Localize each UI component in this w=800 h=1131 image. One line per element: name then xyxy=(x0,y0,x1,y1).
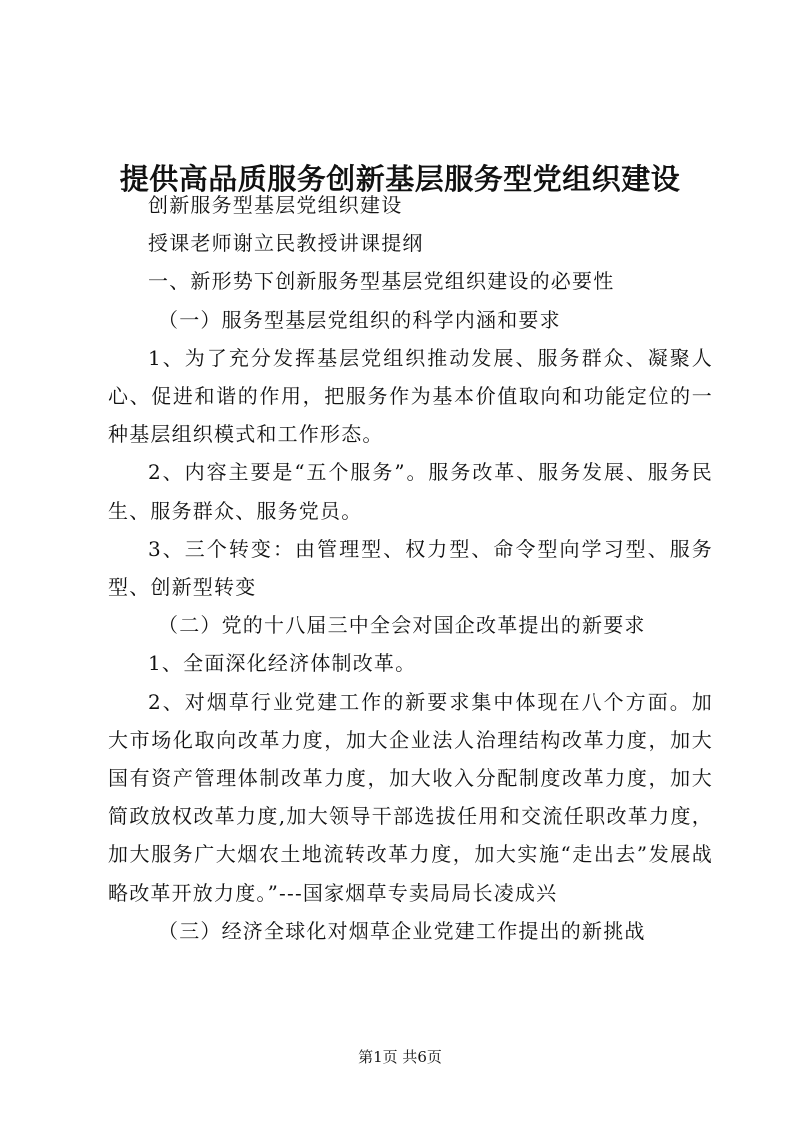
paragraph-item: 3、三个转变：由管理型、权力型、命令型向学习型、服务型、创新型转变 xyxy=(108,536,713,600)
paragraph-item: 1、全面深化经济体制改革。 xyxy=(148,651,417,676)
document-title: 提供高品质服务创新基层服务型党组织建设 xyxy=(119,162,681,197)
paragraph-item: 2、内容主要是“五个服务”。服务改革、服务发展、服务民生、服务群众、服务党员。 xyxy=(108,460,713,523)
document-body xyxy=(108,186,713,950)
paragraph-subtitle: 创新服务型基层党组织建设 xyxy=(148,193,403,217)
page-number-footer: 第1页 共6页 xyxy=(358,1048,442,1066)
paragraph-item: 2、对烟草行业党建工作的新要求集中体现在八个方面。加大市场化取向改革力度，加大企业法人治理结构改革力度，加大国有资产管理体制改革力度，加大收入分配制度改革力度，加大简政放权改革力度,加大领导干部选拔任用和交流任职改革力度，加大服务广大烟农土地流转改革力度，加大实施“走出去”发展战略改革开放力度。”---国家烟草专卖局局长凌成兴 xyxy=(108,689,713,905)
subsection-heading-3: （三）经济全球化对烟草企业党建工作提出的新挑战 xyxy=(158,918,646,943)
paragraph-item: 1、为了充分发挥基层党组织推动发展、服务群众、凝聚人心、促进和谐的作用，把服务作为基本价值取向和功能定位的一种基层组织模式和工作形态。 xyxy=(108,345,713,447)
section-heading-1: 一、新形势下创新服务型基层党组织建设的必要性 xyxy=(148,269,615,294)
subsection-heading-1: （一）服务型基层党组织的科学内涵和要求 xyxy=(158,307,561,332)
subsection-heading-2: （二）党的十八届三中全会对国企改革提出的新要求 xyxy=(158,613,646,638)
paragraph-lecturer: 授课老师谢立民教授讲课提纲 xyxy=(148,231,424,256)
